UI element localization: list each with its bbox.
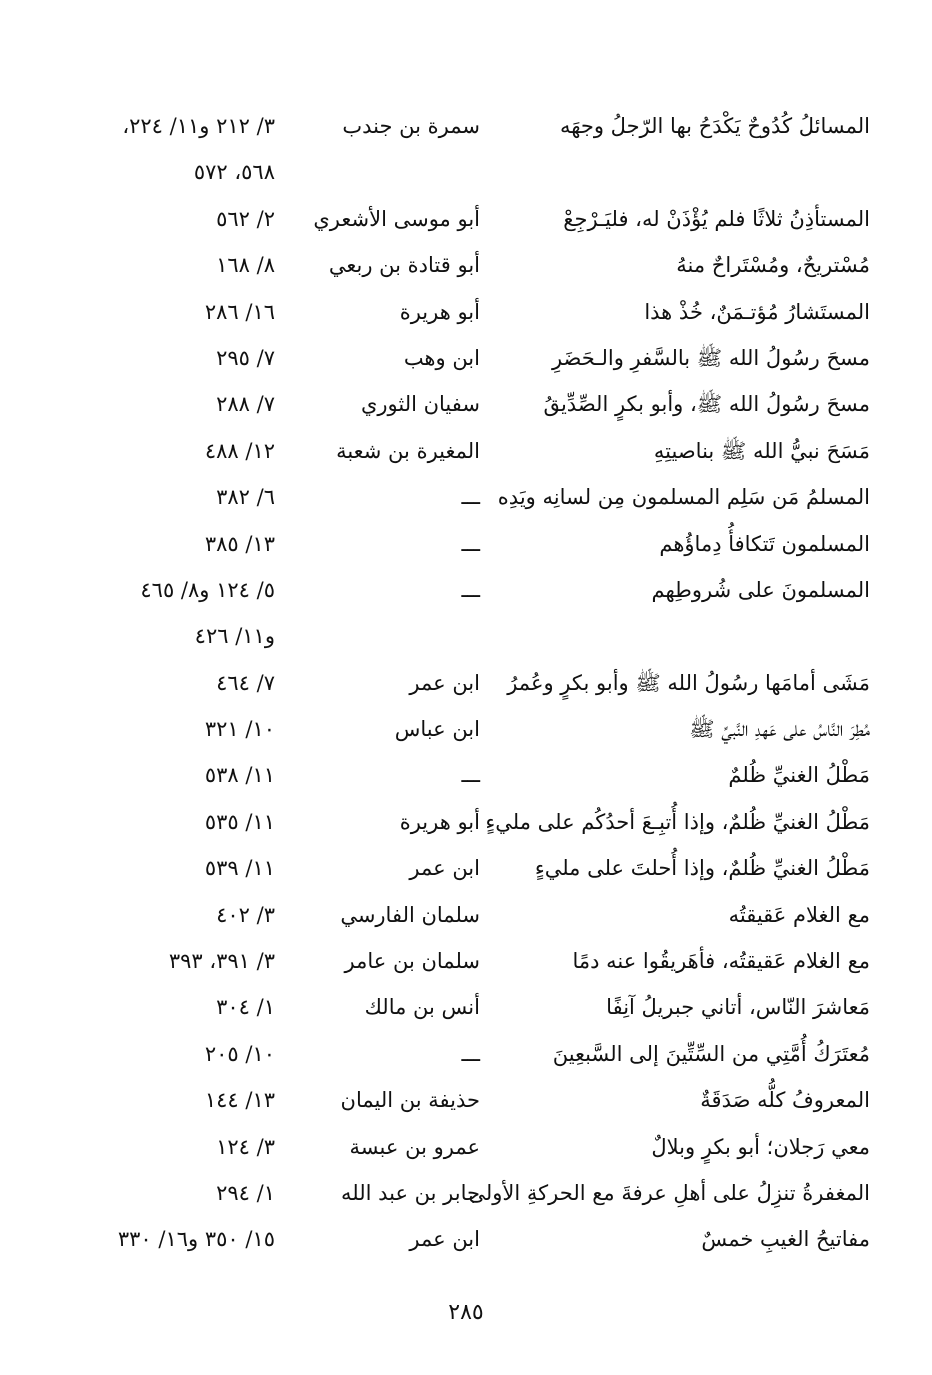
hadith-text — [515, 149, 870, 195]
index-row — [90, 1124, 870, 1170]
volume-page-reference: ٣/ ٣٩١، ٣٩٣ — [168, 949, 275, 974]
hadith-text: مسحَ رسُولُ الله ﷺ بالسَّفرِ والـحَضَرِ — [551, 345, 870, 370]
hadith-text: المسائلُ كُدُوحٌ يَكْدَحُ بها الرّجلُ وجهَه — [559, 114, 870, 138]
volume-page-reference: ١٥/ ٣٥٠ و١٦/ ٣٣٠ — [117, 1227, 275, 1252]
hadith-text: مُعتَرَكُ أُمَّتِي من السِّتِّينَ إلى السَّبعِينَ — [552, 1041, 870, 1066]
narrator: ـــ — [461, 485, 480, 510]
narrator: ـــ — [461, 1041, 480, 1066]
hadith-text: مُسْتريحٌ، ومُسْتَراحٌ منهُ — [676, 253, 870, 278]
narrator: ـــ — [461, 577, 480, 602]
volume-page-reference: ١٦/ ٢٨٦ — [204, 299, 275, 324]
narrator: سفيان الثوري — [360, 392, 480, 417]
narrator: أبو هريرة — [399, 299, 480, 324]
volume-page-reference: ١١/ ٥٣٨ — [204, 763, 275, 788]
volume-page-reference: ٦/ ٣٨٢ — [216, 485, 275, 510]
narrator: ابن عمر — [409, 670, 480, 695]
index-row — [90, 474, 870, 520]
index-row — [90, 1031, 870, 1077]
index-row — [90, 984, 870, 1030]
narrator: المغيرة بن شعبة — [336, 438, 480, 463]
index-row — [90, 149, 870, 195]
volume-page-reference: ١/ ٣٠٤ — [216, 995, 275, 1020]
narrator: حذيفة بن اليمان — [340, 1088, 480, 1113]
hadith-text: المسلمونَ على شُروطِهم — [651, 577, 870, 602]
narrator: أنس بن مالك — [364, 995, 480, 1020]
hadith-text: المسلمُ مَن سَلِم المسلمون مِن لسانِه ويَدِه — [497, 485, 870, 510]
volume-page-reference: ١/ ٢٩٤ — [216, 1180, 275, 1205]
hadith-text: المستَشارُ مُؤتـمَنٌ، خُذْ هذا — [644, 299, 870, 324]
index-row — [90, 613, 870, 659]
index-row — [90, 1077, 870, 1123]
hadith-text: مَشَى أمامَها رسُولُ الله ﷺ وأبو بكرٍ وعُمرُ — [507, 670, 870, 695]
index-row — [90, 335, 870, 381]
volume-page-reference: ٢/ ٥٦٢ — [216, 206, 275, 231]
narrator: جابر بن عبد الله — [340, 1180, 480, 1205]
narrator: ابن عمر — [409, 856, 480, 881]
narrator: ابن عمر — [409, 1227, 480, 1252]
index-row — [90, 196, 870, 242]
volume-page-reference: ٥٦٨، ٥٧٢ — [193, 160, 275, 185]
hadith-text: مع الغلام عَقيقتُه، فأهَريقُوا عنه دمًا — [572, 949, 870, 974]
volume-page-reference: ١٠/ ٢٠٥ — [204, 1041, 275, 1066]
narrator: أبو قتادة بن ربعي — [328, 253, 480, 278]
index-row — [90, 892, 870, 938]
hadith-text: مفاتيحُ الغيبِ خمسٌ — [701, 1227, 870, 1252]
index-row — [90, 660, 870, 706]
hadith-text: مَعاشرَ النّاس، أتاني جبريلُ آنِفًا — [606, 995, 870, 1020]
index-row — [90, 706, 870, 752]
hadith-index-table — [90, 103, 870, 1263]
volume-page-reference: ١٠/ ٣٢١ — [204, 717, 275, 742]
hadith-text — [515, 613, 870, 659]
volume-page-reference: ١٢/ ٤٨٨ — [204, 438, 275, 463]
narrator: سلمان الفارسي — [340, 902, 480, 927]
hadith-text: المستأذِنُ ثلاثًا فلم يُؤْذَنْ له، فليَـرْجِعْ — [563, 206, 870, 231]
hadith-text: مع الغلام عَقيقتُه — [728, 902, 870, 927]
narrator: عمرو بن عبسة — [349, 1134, 480, 1159]
volume-page-reference: ٣/ ٢١٢ و١١/ ٢٢٤، — [122, 114, 275, 138]
index-row — [90, 103, 870, 149]
volume-page-reference: ١١/ ٥٣٩ — [204, 856, 275, 881]
index-row — [90, 242, 870, 288]
hadith-text: مَطْلُ الغنيِّ ظُلمٌ — [728, 763, 870, 788]
volume-page-reference: ٧/ ٢٩٥ — [216, 345, 275, 370]
hadith-text: المعروفُ كلُّه صَدَقَةٌ — [700, 1088, 870, 1113]
narrator: أبو هريرة — [399, 809, 480, 834]
volume-page-reference: و١١/ ٤٢٦ — [194, 624, 275, 649]
index-row — [90, 845, 870, 891]
index-row — [90, 1170, 870, 1216]
narrator: ـــ — [461, 763, 480, 788]
volume-page-reference: ١٣/ ١٤٤ — [204, 1088, 275, 1113]
volume-page-reference: ٧/ ٢٨٨ — [216, 392, 275, 417]
narrator: سمرة بن جندب — [342, 114, 480, 138]
index-row — [90, 428, 870, 474]
hadith-text: مَطْلُ الغنيِّ ظُلمٌ، وإذا أُحلتَ على مليءٍ — [534, 856, 870, 881]
hadith-text: المغفرةُ تنزِلُ على أهلِ عرفةَ مع الحركةِ الأولى — [468, 1180, 870, 1205]
hadith-text: مَسَحَ نبيُّ الله ﷺ بناصيتِهِ — [653, 438, 870, 463]
index-row — [90, 1216, 870, 1262]
index-row — [90, 521, 870, 567]
index-row — [90, 938, 870, 984]
hadith-text: المسلمون تَتكافأُ دِماؤُهم — [659, 531, 870, 556]
narrator: ـــ — [461, 531, 480, 556]
narrator: أبو موسى الأشعري — [313, 206, 480, 231]
hadith-text: مَطْلُ الغنيِّ ظُلمٌ، وإذا أُتبِـعَ أحدُكُم على مليءٍ — [485, 809, 870, 834]
narrator — [290, 613, 480, 659]
narrator: ابن عباس — [394, 717, 480, 742]
index-row — [90, 289, 870, 335]
volume-page-reference: ٨/ ١٦٨ — [216, 253, 275, 278]
narrator: سلمان بن عامر — [344, 949, 480, 974]
page-number: ٢٨٥ — [448, 1300, 484, 1325]
index-row — [90, 799, 870, 845]
hadith-text: مسحَ رسُولُ الله ﷺ، وأبو بكرٍ الصِّدِّيقُ — [543, 392, 870, 417]
narrator — [290, 149, 480, 195]
volume-page-reference: ١١/ ٥٣٥ — [204, 809, 275, 834]
index-row — [90, 752, 870, 798]
volume-page-reference: ٣/ ١٢٤ — [216, 1134, 275, 1159]
narrator: ابن وهب — [403, 345, 480, 370]
index-row — [90, 381, 870, 427]
volume-page-reference: ٣/ ٤٠٢ — [216, 902, 275, 927]
volume-page-reference: ٥/ ١٢٤ و٨/ ٤٦٥ — [140, 577, 275, 602]
volume-page-reference: ٧/ ٤٦٤ — [216, 670, 275, 695]
hadith-text: مُطِرَ النَّاسُ على عَهدِ النَّبيِّ ﷺ — [689, 717, 870, 742]
index-row — [90, 567, 870, 613]
volume-page-reference: ١٣/ ٣٨٥ — [204, 531, 275, 556]
hadith-text: معي رَجلان؛ أبو بكرٍ وبلالٌ — [651, 1134, 870, 1159]
